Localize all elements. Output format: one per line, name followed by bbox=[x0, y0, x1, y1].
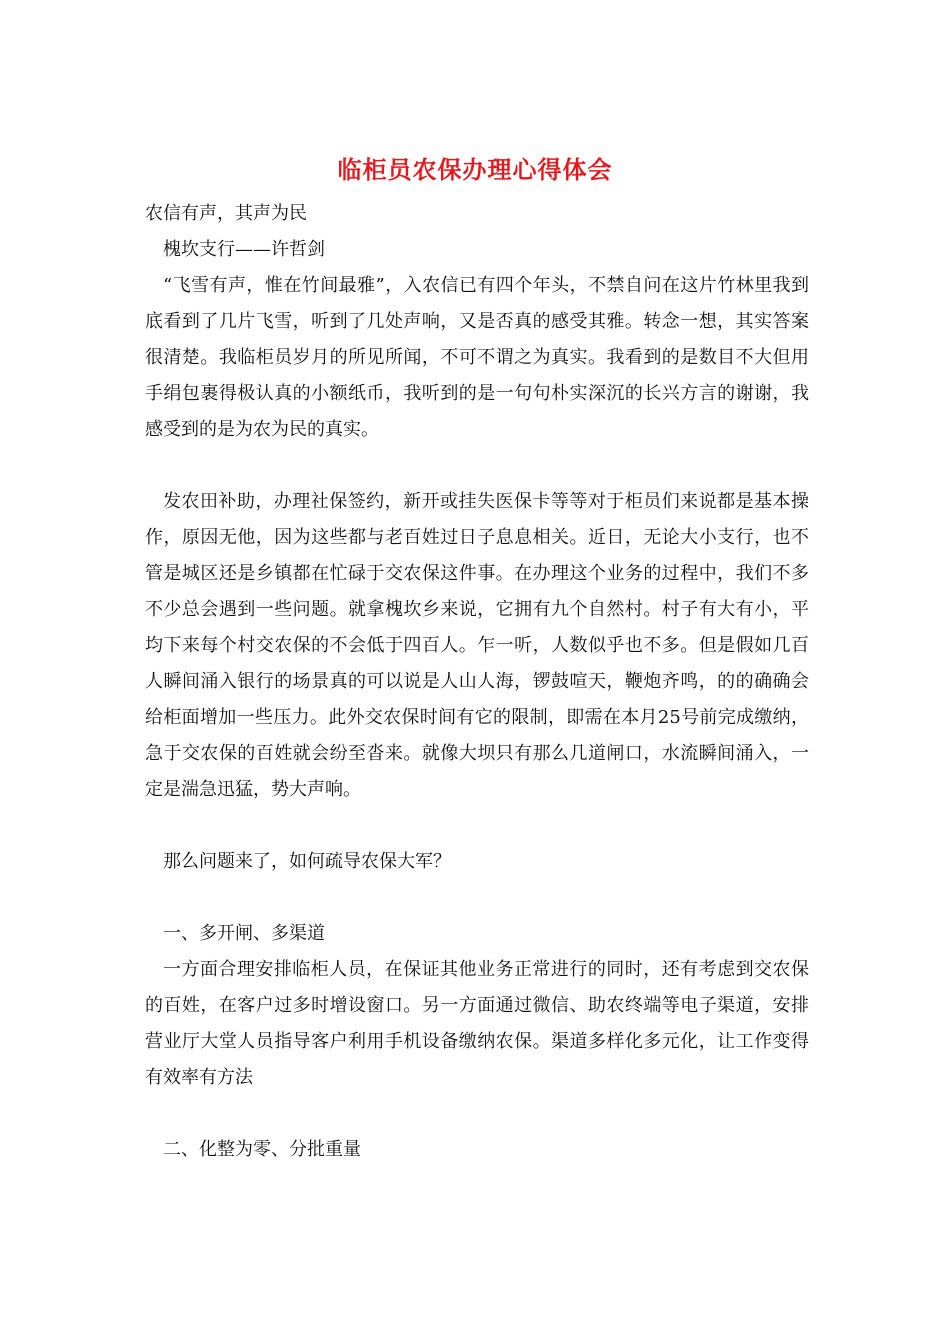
paragraph-section-1: 一方面合理安排临柜人员，在保证其他业务正常进行的同时，还有考虑到交农保的百姓，在客户过多时增设窗口。另一方面通过微信、助农终端等电子渠道，安排营业厅大堂人员指导客户利用手机设备缴纳农保。渠道多样化多元化，让工作变得有效率有方法 bbox=[145, 959, 809, 1088]
author-line: 槐坎支行——许哲剑 bbox=[163, 239, 325, 260]
paragraph-question: 那么问题来了，如何疏导农保大军？ bbox=[163, 851, 451, 872]
document-body bbox=[145, 196, 809, 1168]
subtitle: 农信有声，其声为民 bbox=[145, 203, 307, 224]
document-title: 临柜员农保办理心得体会 bbox=[337, 155, 613, 184]
paragraph-spacer bbox=[145, 1096, 809, 1132]
paragraph-spacer bbox=[145, 880, 809, 916]
section-heading-1: 一、多开闸、多渠道 bbox=[163, 923, 325, 944]
paragraph-context: 发农田补助，办理社保签约，新开或挂失医保卡等等对于柜员们来说都是基本操作，原因无他，因为这些都与老百姓过日子息息相关。近日，无论大小支行，也不管是城区还是乡镇都在忙碌于交农保这件事。在办理这个业务的过程中，我们不多不少总会遇到一些问题。就拿槐坎乡来说，它拥有九个自然村。村子有大有小，平均下来每个村交农保的不会低于四百人。乍一听，人数似乎也不多。但是假如几百人瞬间涌入银行的场景真的可以说是人山人海，锣鼓喧天，鞭炮齐鸣，的的确确会给柜面增加一些压力。此外交农保时间有它的限制，即需在本月25号前完成缴纳，急于交农保的百姓就会纷至沓来。就像大坝只有那么几道闸口，水流瞬间涌入，一定是湍急迅猛，势大声响。 bbox=[145, 491, 809, 800]
section-heading-2: 二、化整为零、分批重量 bbox=[163, 1139, 361, 1160]
paragraph-spacer bbox=[145, 808, 809, 844]
paragraph-intro: “飞雪有声，惟在竹间最雅”，入农信已有四个年头，不禁自问在这片竹林里我到底看到了几片飞雪，听到了几处声响，又是否真的感受其雅。转念一想，其实答案很清楚。我临柜员岁月的所见所闻，不可不谓之为真实。我看到的是数目不大但用手绢包裹得极认真的小额纸币，我听到的是一句句朴实深沉的长兴方言的谢谢，我感受到的是为农为民的真实。 bbox=[145, 275, 809, 440]
paragraph-spacer bbox=[145, 448, 809, 484]
